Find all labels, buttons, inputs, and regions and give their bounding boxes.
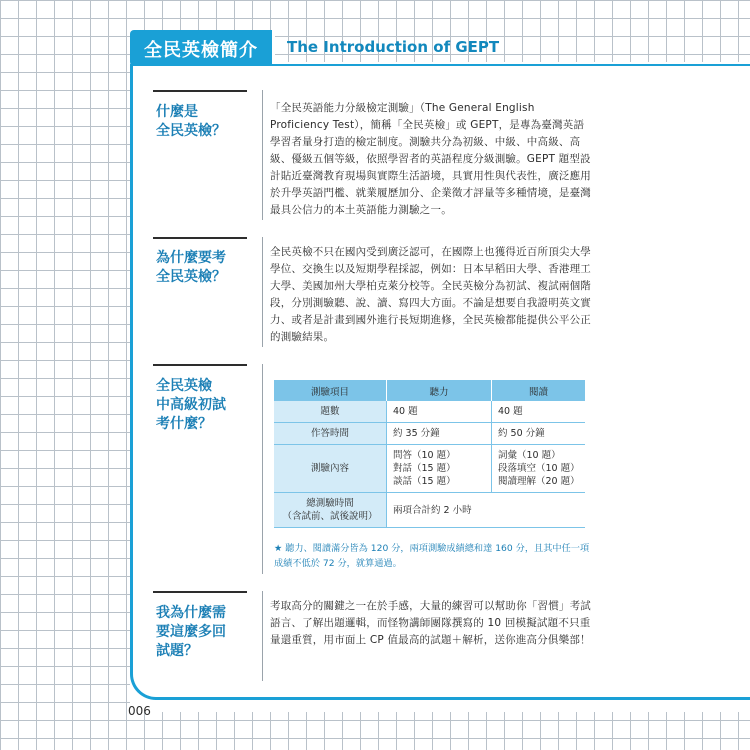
table-cell: 40 題: [387, 401, 492, 423]
table-row-header: 題數: [274, 401, 387, 423]
bottom-border-line: [155, 697, 750, 700]
question-line: 試題？: [156, 643, 198, 659]
section-body-text: 「全民英語能力分級檢定測驗」（The General English Proficiency Test），簡稱「全民英檢」或 GEPT，是專為臺灣英語學習者量身打造的檢定制度。測驗共分為初級、中級、中高級、高級、優級五個等級，依照學習者的英語程度分級測驗。GEPT 題型設計貼近臺灣教育現場與實際生活語境，具實用性與代表性，廣泛應用於升學英語門檻、就業履歷加分、企業徵才評量等多種情境，是臺灣最具公信力的本土英語能力測驗之一。: [270, 102, 591, 216]
header-underline: [130, 64, 750, 66]
table-cell: [492, 445, 586, 493]
table-cell-line: 談話（15 題）: [393, 476, 456, 487]
table-header-cell: 測驗項目: [274, 380, 387, 401]
table-row-header-line: 總測驗時間: [306, 498, 354, 509]
table-row: [274, 493, 585, 528]
table-row: [274, 445, 585, 493]
page-number: 006: [128, 704, 151, 718]
table-cell-merged: 兩項合計約 2 小時: [387, 493, 586, 528]
header-title-box: [130, 30, 272, 66]
section-body-text: 全民英檢不只在國內受到廣泛認可，在國際上也獲得近百所頂尖大學學位、交換生以及短期學程採認，例如：日本早稻田大學、香港理工大學、美國加州大學柏克萊分校等。全民英檢分為初試、複試兩個階段，分別測驗聽、說、讀、寫四大方面。不論是想要自我證明英文實力、或者是計畫到國外進行長短期進修，全民英檢都能提供公平公正的測驗結果。: [270, 246, 591, 343]
question-line: 我為什麼需: [156, 605, 226, 621]
table-row: [274, 401, 585, 423]
section-question-what-is-gept: [156, 103, 226, 141]
table-header-cell: 閱讀: [492, 380, 586, 401]
section-rule: [153, 591, 247, 593]
section-body-text: 考取高分的關鍵之一在於手感，大量的練習可以幫助你「習慣」考試語言、了解出題邏輯，而怪物講師團隊撰寫的 10 回模擬試題不只重量還重質，用市面上 CP 值最高的試題＋解析，送你進高分俱樂部！: [270, 600, 591, 646]
text-divider: [262, 237, 263, 347]
text-divider: [262, 591, 263, 681]
table-header-row: [274, 380, 585, 401]
table-row: [274, 423, 585, 445]
table-cell: 40 題: [492, 401, 586, 423]
table-cell-line: 詞彙（10 題）: [498, 450, 561, 461]
section-question-why-many-tests: [156, 604, 226, 661]
question-line: 全民英檢？: [156, 269, 226, 285]
table-row-header-line: （含試前、試後說明）: [282, 511, 378, 522]
question-line: 考什麼？: [156, 416, 212, 432]
header-title-zh: 全民英檢簡介: [144, 40, 258, 61]
table-cell-line: 閱讀理解（20 題）: [498, 476, 580, 487]
table-cell-line: 段落填空（10 題）: [498, 463, 580, 474]
gept-exam-table: [274, 380, 585, 528]
header-divider: [272, 34, 275, 62]
section-question-test-content: [156, 377, 226, 434]
question-line: 要這麼多回: [156, 624, 226, 640]
question-line: 中高級初試: [156, 397, 226, 413]
table-cell-line: 問答（10 題）: [393, 450, 456, 461]
text-divider: [262, 364, 263, 574]
section-rule: [153, 237, 247, 239]
question-line: 全民英檢？: [156, 123, 226, 139]
table-cell: 約 35 分鐘: [387, 423, 492, 445]
table-row-header: 測驗內容: [274, 445, 387, 493]
table-cell: [387, 445, 492, 493]
header-title-en: The Introduction of GEPT: [287, 38, 500, 56]
section-rule: [153, 90, 247, 92]
text-divider: [262, 90, 263, 220]
section-rule: [153, 364, 247, 366]
table-row-header: [274, 493, 387, 528]
table-cell: 約 50 分鐘: [492, 423, 586, 445]
table-row-header: 作答時間: [274, 423, 387, 445]
question-line: 什麼是: [156, 104, 198, 120]
section-question-why-take-gept: [156, 249, 226, 287]
question-line: 全民英檢: [156, 378, 212, 394]
page-header: [130, 30, 750, 66]
table-header-cell: 聽力: [387, 380, 492, 401]
table-cell-line: 對話（15 題）: [393, 463, 456, 474]
question-line: 為什麼要考: [156, 250, 226, 266]
table-footnote: ★ 聽力、閱讀滿分皆為 120 分，兩項測驗成績總和達 160 分，且其中任一項成績不低於 72 分，就算通過。: [274, 543, 590, 569]
